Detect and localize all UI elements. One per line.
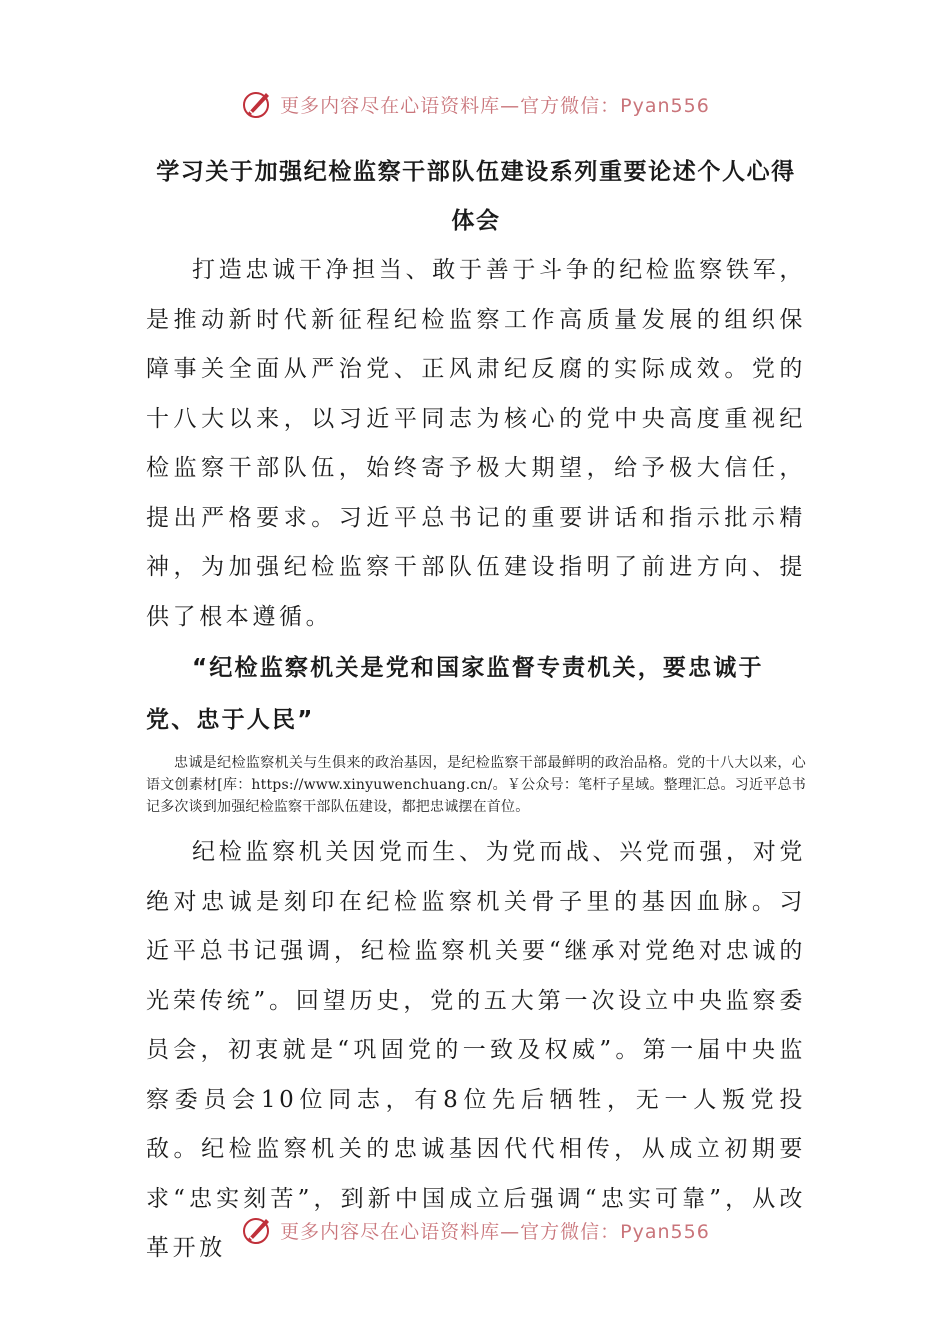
small-paragraph: 忠诚是纪检监察机关与生俱来的政治基因，是纪检监察干部最鲜明的政治品格。党的十八大以来，心语文创素材[库：https://www.xinyuwenchuang.cn/。￥公众号：笔杆子星域。整理汇总。习近平总书记多次谈到加强纪检监察干部队伍建设，都把忠诚摆在首位。 (146, 755, 806, 815)
footer-banner (0, 1210, 950, 1250)
banner-text: 更多内容尽在心语资料库—官方微信：Pyan556 (280, 94, 710, 117)
body-paragraph: 纪检监察机关因党而生、为党而战、兴党而强，对党绝对忠诚是刻印在纪检监察机关骨子里的基因血脉。习近平总书记强调，纪检监察机关要“继承对党绝对忠诚的光荣传统”。回望历史，党的五大第一次设立中央监察委员会，初衷就是“巩固党的一致及权威”。第一届中央监察委员会10位同志，有8位先后牺牲，无一人叛党投敌。纪检监察机关的忠诚基因代代相传，从成立初期要求“忠实刻苦”，到新中国成立后强调“忠实可靠”，从改革开放 (146, 839, 806, 1261)
quill-pen-logo-icon (240, 1213, 274, 1247)
header-banner (0, 84, 950, 124)
intro-paragraph: 打造忠诚干净担当、敢于善于斗争的纪检监察铁军，是推动新时代新征程纪检监察工作高质量发展的组织保障事关全面从严治党、正风肃纪反腐的实际成效。党的十八大以来，以习近平同志为核心的党中央高度重视纪检监察干部队伍，始终寄予极大期望，给予极大信任，提出严格要求。习近平总书记的重要讲话和指示批示精神，为加强纪检监察干部队伍建设指明了前进方向、提供了根本遵循。 (146, 257, 806, 630)
quill-pen-logo-icon (240, 87, 274, 121)
document-body (146, 148, 806, 1274)
page-title: 学习关于加强纪检监察干部队伍建设系列重要论述个人心得体会 (156, 159, 796, 234)
banner-text: 更多内容尽在心语资料库—官方微信：Pyan556 (280, 1220, 710, 1243)
section-heading: “纪检监察机关是党和国家监督专责机关，要忠诚于党、忠于人民” (146, 655, 764, 733)
